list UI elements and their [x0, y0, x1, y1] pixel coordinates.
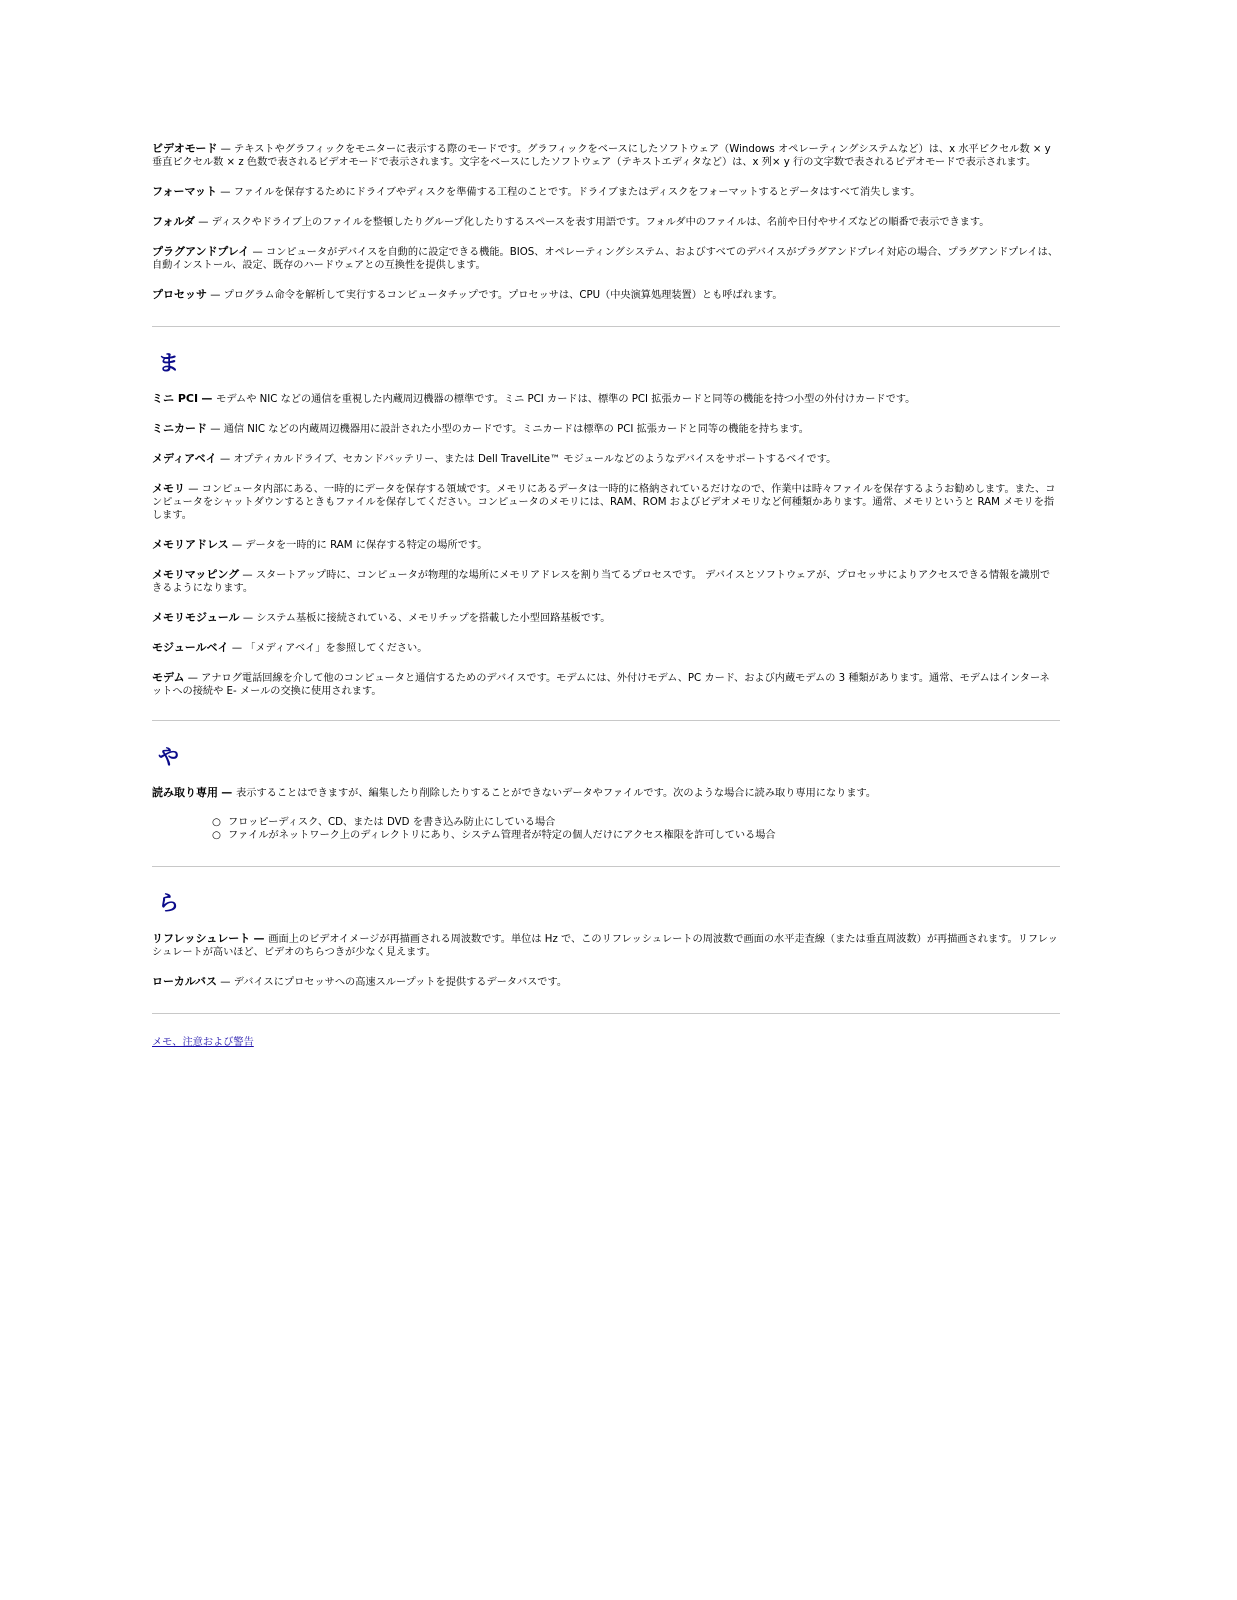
term-dash: — [210, 290, 224, 301]
glossary-term: プロセッサ [152, 288, 207, 301]
glossary-entry-video-mode [152, 142, 1060, 169]
glossary-entry-format [152, 185, 1060, 199]
glossary-term: リフレッシュレート [152, 932, 251, 945]
term-dash: — [220, 144, 235, 155]
glossary-definition: ディスクやドライブ上のファイルを整頓したりグループ化したりするスペースを表す用語です。フォルダ中のファイルは、名前や日付やサイズなどの順番で表示できます。 [211, 217, 990, 228]
term-dash: — [210, 424, 224, 435]
glossary-definition: オプティカルドライブ、セカンドバッテリー、または Dell TravelLite™ モジュールなどのようなデバイスをサポートするベイです。 [233, 454, 837, 465]
glossary-term: モデム [152, 671, 185, 684]
glossary-term: 読み取り専用 [152, 786, 218, 799]
read-only-cases-list [212, 816, 1060, 842]
term-dash: — [231, 540, 246, 551]
section-divider [152, 326, 1060, 327]
list-item [212, 816, 1060, 829]
glossary-entry-memory-address [152, 538, 1060, 552]
glossary-entry-local-bus [152, 975, 1060, 989]
glossary-term: ローカルバス [152, 975, 218, 988]
glossary-definition: ファイルを保存するためにドライブやディスクを準備する工程のことです。ドライブまたはディスクをフォーマットするとデータはすべて消失します。 [233, 187, 921, 198]
glossary-entry-module-bay [152, 641, 1060, 655]
term-dash: — [221, 786, 237, 799]
section-heading-ya: や [158, 745, 179, 769]
glossary-term: メモリアドレス [152, 538, 229, 551]
glossary-entry-media-bay [152, 452, 1060, 466]
glossary-term: メモリモジュール [152, 611, 240, 624]
glossary-definition: システム基板に接続されている、メモリチップを搭載した小型回路基板です。 [256, 613, 611, 624]
glossary-definition: 表示することはできますが、編集したり削除したりすることができないデータやファイルです。次のような場合に読み取り専用になります。 [236, 788, 877, 799]
list-item-text: フロッピーディスク、CD、または DVD を書き込み防止にしている場合 [228, 817, 556, 828]
glossary-definition: 画面上のビデオイメージが再描画される周波数です。単位は Hz で、このリフレッシュレートの周波数で画面の水平走査線（または垂直周波数）が再描画されます。リフレッシュレートが高いほど、ビデオのちらつきが少なく見えます。 [152, 934, 1058, 958]
glossary-term: フォルダ [152, 215, 196, 228]
term-dash: — [188, 484, 202, 495]
glossary-definition: コンピュータがデバイスを自動的に設定できる機能。BIOS、オペレーティングシステム、およびすべてのデバイスがプラグアンドプレイ対応の場合、プラグアンドプレイは、自動インストール、設定、既存のハードウェアとの互換性を提供します。 [152, 247, 1059, 271]
term-dash: — [253, 932, 269, 945]
glossary-entry-refresh-rate [152, 932, 1060, 959]
glossary-term: メモリ [152, 482, 185, 495]
glossary-entry-memory-mapping [152, 568, 1060, 595]
notes-cautions-warnings-link[interactable]: メモ、注意および警告 [152, 1037, 254, 1048]
term-dash: — [220, 187, 234, 198]
section-divider [152, 866, 1060, 867]
term-dash: — [242, 613, 257, 624]
term-dash: — [252, 247, 266, 258]
glossary-entry-processor [152, 288, 1060, 302]
glossary-term: ミニカード [152, 422, 207, 435]
glossary-entry-memory [152, 482, 1060, 522]
glossary-definition: スタートアップ時に、コンピュータが物理的な場所にメモリアドレスを割り当てるプロセスです。 デバイスとソフトウェアが、プロセッサによりアクセスできる情報を識別できるようになります。 [152, 570, 1051, 594]
term-dash: — [231, 643, 246, 654]
glossary-term: ビデオモード [152, 142, 218, 155]
glossary-entry-mini-card [152, 422, 1060, 436]
glossary-definition: テキストやグラフィックをモニターに表示する際のモードです。グラフィックをベースにしたソフトウェア（Windows オペレーティングシステムなど）は、x 水平ピクセル数 × y 垂直ピクセル数 × z 色数で表されるビデオモードで表示されます。文字をベースにしたソフトウェア（テキストエディタなど）は、x 列× y 行の文字数で表されるビデオモードで表示されます。 [152, 144, 1051, 168]
list-item [212, 829, 1060, 842]
term-dash: — [198, 217, 212, 228]
glossary-term: プラグアンドプレイ [152, 245, 250, 258]
glossary-entry-read-only [152, 786, 1060, 800]
section-divider [152, 1013, 1060, 1014]
glossary-term: ミニ PCI [152, 392, 199, 405]
section-heading-ra: ら [158, 891, 179, 915]
glossary-term: モジュールベイ [152, 641, 229, 654]
circle-bullet-icon: ○ [212, 830, 221, 841]
glossary-entry-memory-module [152, 611, 1060, 625]
term-dash: — [219, 454, 234, 465]
glossary-definition: モデムや NIC などの通信を重視した内蔵周辺機器の標準です。ミニ PCI カードは、標準の PCI 拡張カードと同等の機能を持つ小型の外付けカードです。 [216, 394, 916, 405]
glossary-definition: アナログ電話回線を介して他のコンピュータと通信するためのデバイスです。モデムには、外付けモデム、PC カード、および内蔵モデムの 3 種類があります。通常、モデムはインターネットへの接続や E- メールの交換に使用されます。 [152, 673, 1050, 697]
glossary-entry-folder [152, 215, 1060, 229]
glossary-content [152, 142, 1060, 1049]
section-divider [152, 720, 1060, 721]
footer-link-row [152, 1036, 1060, 1049]
glossary-definition: データを一時的に RAM に保存する特定の場所です。 [245, 540, 488, 551]
section-heading-ma: ま [158, 351, 179, 375]
term-dash: — [220, 977, 234, 988]
glossary-term: メモリマッピング [152, 568, 240, 581]
glossary-definition: デバイスにプロセッサへの高速スループットを提供するデータバスです。 [233, 977, 568, 988]
term-dash: — [201, 392, 217, 405]
glossary-entry-plug-and-play [152, 245, 1060, 272]
glossary-definition: コンピュータ内部にある、一時的にデータを保存する領域です。メモリにあるデータは一時的に格納されているだけなので、作業中は時々ファイルを保存するようお勧めします。また、コンピュータをシャットダウンするときもファイルを保存してください。コンピュータのメモリには、RAM、ROM およびビデオメモリなど何種類かあります。通常、メモリというと RAM メモリを指します。 [152, 484, 1056, 521]
circle-bullet-icon: ○ [212, 817, 221, 828]
glossary-definition: 「メディアベイ」を参照してください。 [245, 643, 428, 654]
list-item-text: ファイルがネットワーク上のディレクトリにあり、システム管理者が特定の個人だけにアクセス権限を許可している場合 [228, 830, 776, 841]
glossary-definition: 通信 NIC などの内蔵周辺機器用に設計された小型のカードです。ミニカードは標準の PCI 拡張カードと同等の機能を持ちます。 [223, 424, 809, 435]
term-dash: — [242, 570, 256, 581]
glossary-entry-modem [152, 671, 1060, 698]
glossary-entry-mini-pci [152, 392, 1060, 406]
term-dash: — [187, 673, 202, 684]
glossary-term: メディアベイ [152, 452, 217, 465]
glossary-definition: プログラム命令を解析して実行するコンピュータチップです。プロセッサは、CPU（中央演算処理装置）とも呼ばれます。 [223, 290, 783, 301]
glossary-term: フォーマット [152, 185, 218, 198]
